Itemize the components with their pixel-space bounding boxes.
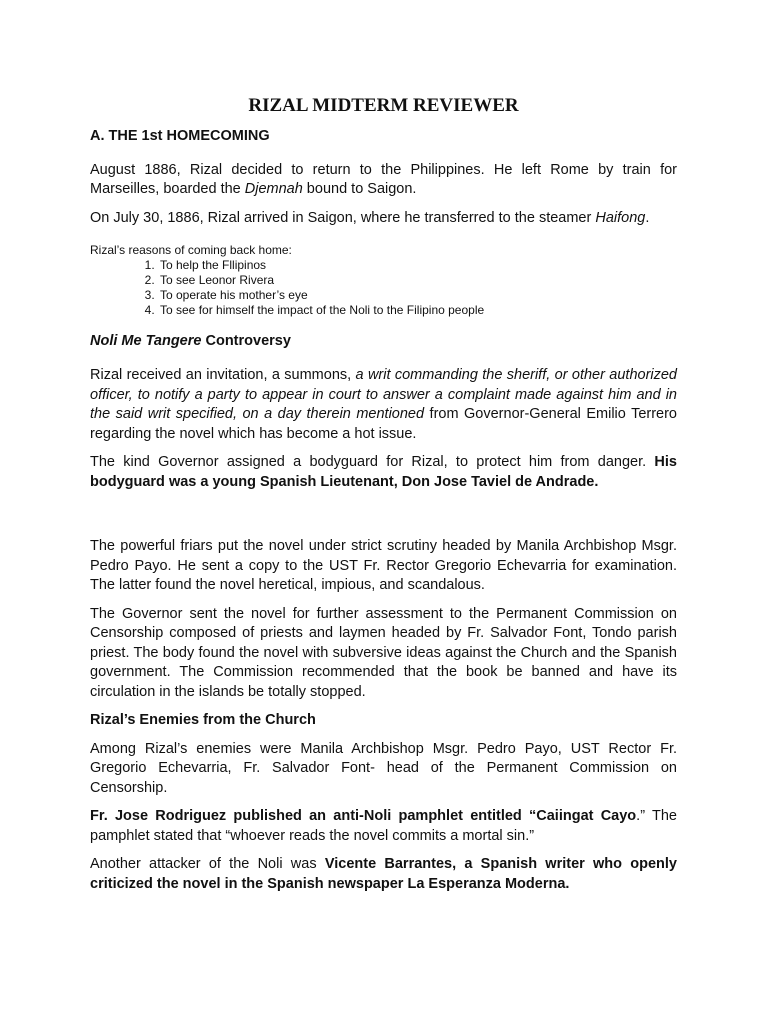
spacer xyxy=(90,501,677,537)
document-body xyxy=(90,90,677,903)
list-item: 1. To help the Fllipinos xyxy=(158,258,677,273)
paragraph-censorship: The Governor sent the novel for further assessment to the Permanent Commission on Censorship composed of priests and laymen headed by Fr. Salvador Font, Tondo parish priest. The body found the novel with subversive ideas against the Church and the Spanish government. The Commission recommended that the book be banned and have its circulation in the islands be totally stopped. xyxy=(90,605,677,700)
paragraph-summons: Rizal received an invitation, a summons, a writ commanding the sheriff, or other authorized officer, to notify a party to appear in court to answer a complaint made against him and in the said writ specified, on a day therein mentioned from Governor-General Emilio Terrero regarding the novel which has become a hot issue. xyxy=(90,367,678,442)
paragraph-friars: The powerful friars put the novel under strict scrutiny headed by Manila Archbishop Msgr. Pedro Payo. He sent a copy to the UST Fr. Rector Gregorio Echevarria for examination. The latter found the novel heretical, impious, and scandalous. xyxy=(90,538,677,594)
list-item: 3. To operate his mother’s eye xyxy=(158,288,677,303)
paragraph-enemies: Among Rizal’s enemies were Manila Archbishop Msgr. Pedro Payo, UST Rector Fr. Gregorio Echevarria, Fr. Salvador Font- head of the Permanent Commission on Censorship. xyxy=(90,740,677,796)
list-item: 4. To see for himself the impact of the Noli to the Filipino people xyxy=(158,303,677,318)
section-heading-noli: Noli Me Tangere Controversy xyxy=(90,333,291,350)
list-item: 2. To see Leonor Rivera xyxy=(158,273,677,288)
section-heading-homecoming: A. THE 1st HOMECOMING xyxy=(90,127,270,144)
paragraph-saigon: On July 30, 1886, Rizal arrived in Saigon, where he transferred to the steamer Haifong. xyxy=(90,209,650,226)
paragraph-pamphlet: Fr. Jose Rodriguez published an anti-Noli pamphlet entitled “Caiingat Cayo.” The pamphlet stated that “whoever reads the novel commits a mortal sin.” xyxy=(90,808,677,844)
reasons-title: Rizal’s reasons of coming back home: xyxy=(90,243,292,258)
paragraph-barrantes: Another attacker of the Noli was Vicente Barrantes, a Spanish writer who openly criticized the novel in the Spanish newspaper La Esperanza Moderna. xyxy=(90,856,677,892)
section-heading-enemies: Rizal’s Enemies from the Church xyxy=(90,712,316,729)
paragraph-bodyguard: The kind Governor assigned a bodyguard for Rizal, to protect him from danger. His bodyguard was a young Spanish Lieutenant, Don Jose Taviel de Andrade. xyxy=(90,454,677,490)
document-title: RIZAL MIDTERM REVIEWER xyxy=(248,95,519,116)
reasons-list xyxy=(90,258,677,318)
paragraph-return: August 1886, Rizal decided to return to the Philippines. He left Rome by train for Marseilles, boarded the Djemnah bound to Saigon. xyxy=(90,161,677,198)
